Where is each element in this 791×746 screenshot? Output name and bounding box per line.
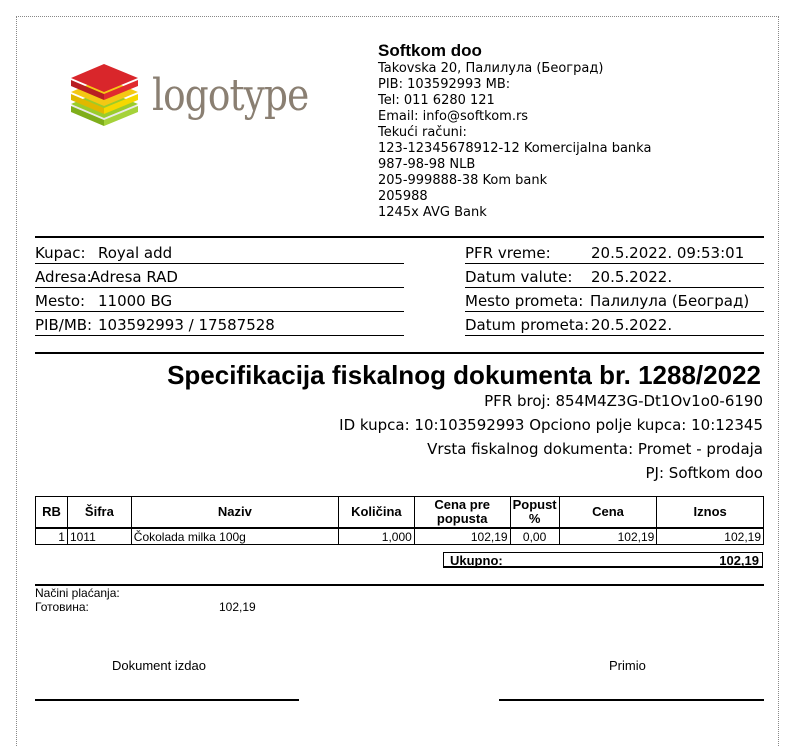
pfr-number: PFR broj: 854M4Z3G-Dt1Ov1o0-6190 <box>484 392 763 410</box>
total-value: 102,19 <box>719 553 759 568</box>
logo-layers-icon <box>66 62 146 142</box>
cell-cena: 102,19 <box>559 528 657 545</box>
pfr-time: 20.5.2022. 09:53:01 <box>591 244 745 262</box>
payment-methods-label: Načini plaćanja: <box>35 586 120 600</box>
company-pib: PIB: 103592993 MB: <box>378 77 511 92</box>
business-unit: PJ: Softkom doo <box>645 464 763 482</box>
received-by-label: Primio <box>609 658 646 673</box>
company-account: 205-999888-38 Kom bank <box>378 173 548 188</box>
place-of-sale-label: Mesto prometa: <box>465 292 584 310</box>
sale-date-row <box>465 314 764 336</box>
buyer-name-label: Kupac: <box>35 244 86 262</box>
company-account: 123-12345678912-12 Komercijalna banka <box>378 141 652 156</box>
col-rb-header: RB <box>36 497 68 529</box>
total-label: Ukupno: <box>450 553 503 568</box>
col-sifra-header: Šifra <box>67 497 131 529</box>
due-date-label: Datum valute: <box>465 268 573 286</box>
buyer-city-label: Mesto: <box>35 292 86 310</box>
buyer-name: Royal add <box>98 244 173 262</box>
fiscal-doc-type: Vrsta fiskalnog dokumenta: Promet - prodaja <box>427 440 763 458</box>
company-address: Takovska 20, Палилула (Београд) <box>378 61 604 76</box>
cell-rb: 1 <box>36 528 68 545</box>
cell-iznos: 102,19 <box>657 528 764 545</box>
cell-cena-pre: 102,19 <box>414 528 510 545</box>
col-cena-header: Cena <box>559 497 657 529</box>
company-account: 1245x AVG Bank <box>378 205 487 220</box>
table-header-row <box>36 497 764 529</box>
company-phone: Tel: 011 6280 121 <box>378 93 495 108</box>
cell-sifra: 1011 <box>67 528 131 545</box>
due-date-row <box>465 266 764 288</box>
buyer-address-label: Adresa: <box>35 268 92 286</box>
received-by-signature-line <box>499 699 764 701</box>
col-popust-header <box>510 497 559 529</box>
col-cena-pre-header <box>414 497 510 529</box>
pfr-time-row <box>465 242 764 264</box>
cell-popust: 0,00 <box>510 528 559 545</box>
company-name: Softkom doo <box>378 41 482 60</box>
place-of-sale: Палилула (Београд) <box>590 292 750 310</box>
cell-naziv: Čokolada milka 100g <box>131 528 338 545</box>
issued-by-label: Dokument izdao <box>112 658 206 673</box>
buyer-pib-row <box>35 314 404 336</box>
logo-text: logotype <box>152 70 309 121</box>
divider <box>35 352 764 354</box>
sale-date-label: Datum prometa: <box>465 316 590 334</box>
col-popust-line1: Popust <box>512 497 557 512</box>
col-cena-pre-line1: Cena pre <box>434 497 491 512</box>
company-accounts-label: Tekući računi: <box>378 125 467 140</box>
cell-kolicina: 1,000 <box>338 528 414 545</box>
company-info <box>378 41 651 221</box>
col-kolicina-header: Količina <box>338 497 414 529</box>
buyer-city: 11000 BG <box>98 292 173 310</box>
payment-amount: 102,19 <box>219 600 256 614</box>
place-of-sale-row <box>465 290 764 312</box>
buyer-pib-label: PIB/MB: <box>35 316 93 334</box>
col-popust-line2: % <box>528 511 541 526</box>
buyer-id: ID kupca: 10:103592993 Opciono polje kupca: 10:12345 <box>339 416 763 434</box>
total-box <box>443 552 763 568</box>
company-account: 987-98-98 NLB <box>378 157 476 172</box>
payment-method: Готовина: <box>35 600 89 614</box>
col-iznos-header: Iznos <box>657 497 764 529</box>
items-table <box>35 496 764 545</box>
table-row <box>36 528 764 545</box>
buyer-name-row <box>35 242 404 264</box>
company-email: Email: info@softkom.rs <box>378 109 529 124</box>
company-logo <box>66 62 316 142</box>
company-account: 205988 <box>378 189 428 204</box>
document-title: Specifikacija fiskalnog dokumenta br. 1288/2022 <box>167 360 761 390</box>
divider <box>35 236 764 238</box>
due-date: 20.5.2022. <box>591 268 673 286</box>
col-naziv-header: Naziv <box>131 497 338 529</box>
issued-by-signature-line <box>35 699 299 701</box>
buyer-pib: 103592993 / 17587528 <box>98 316 275 334</box>
divider <box>35 584 764 586</box>
buyer-city-row <box>35 290 404 312</box>
buyer-address-row <box>35 266 404 288</box>
sale-date: 20.5.2022. <box>591 316 673 334</box>
buyer-address: Adresa RAD <box>90 268 178 286</box>
pfr-time-label: PFR vreme: <box>465 244 551 262</box>
col-cena-pre-line2: popusta <box>436 511 488 526</box>
